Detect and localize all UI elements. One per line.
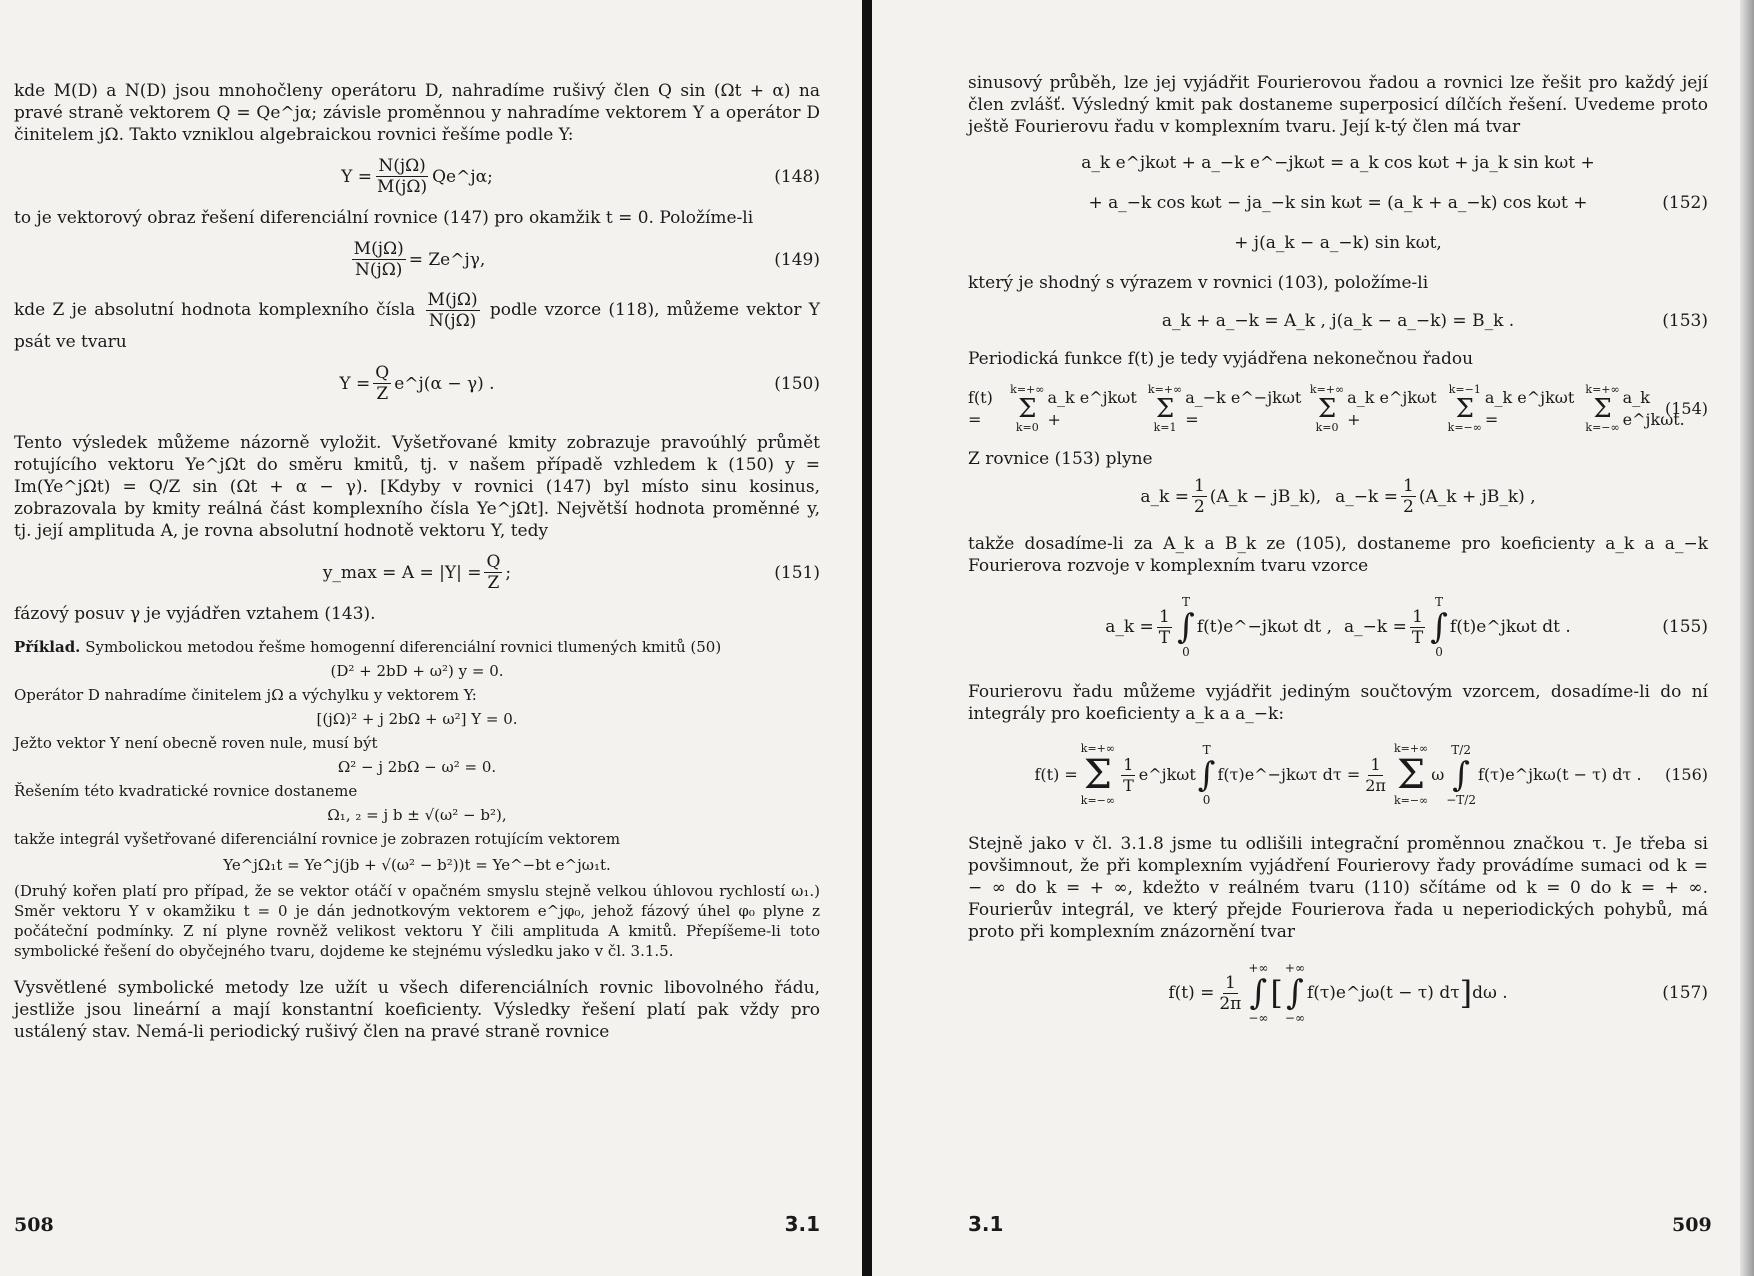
denominator: 2π: [1365, 775, 1386, 795]
sum-term: a_−k e^−jkωt =: [1185, 388, 1302, 429]
paragraph: Z rovnice (153) plyne: [968, 449, 1153, 469]
sum-upper: k=+∞: [1585, 383, 1620, 396]
example-paragraph: (Druhý kořen platí pro případ, že se vektor otáčí v opačném smyslu stejně velkou úhlovou rychlostí ω₁.) Směr vektoru Y v okamžiku t = 0 je dán jednotkovým vektorem e^jφ₀, jehož fázový úhel φ₀ plyne z počáteční podmínky. Z ní plyne rovněž velikost vektoru Y čili amplituda A kmitů. Přepíšeme-li toto symbolické řešení do obyčejného tvaru, dojdeme ke stejnému výsledku jako v čl. 3.1.5.: [14, 882, 820, 960]
text-run: podle vzorce (118), můžeme vektor Y psát ve tvaru: [14, 300, 820, 352]
eq-rhs: e^j(α − γ) .: [394, 373, 495, 394]
denominator: 2: [1193, 497, 1205, 517]
equation-number: (148): [774, 166, 820, 187]
page-number: 508: [14, 1214, 54, 1236]
eq-rhs: = Ze^jγ,: [408, 249, 486, 270]
sum-upper: k=+∞: [1393, 742, 1429, 755]
numerator: M(jΩ): [427, 290, 478, 310]
integral-operator: T ∫ 0: [1430, 595, 1448, 659]
sum-upper: k=+∞: [1080, 742, 1116, 755]
sum-lower: k=0: [1315, 421, 1339, 434]
integral-upper: T: [1202, 743, 1211, 757]
sum-operator: k=+∞ Σ k=0: [1010, 383, 1045, 434]
numerator: M(jΩ): [353, 239, 404, 259]
example-paragraph: Ježto vektor Y není obecně roven nule, musí být: [14, 734, 378, 752]
fraction: [352, 239, 406, 280]
paragraph: Vysvětlené symbolické metody lze užít u všech diferenciálních rovnic libovolného řádu, jestliže jsou lineární a mají konstantní koeficienty. Výsledky řešení platí pak vždy pro ustálený stav. Nemá-li periodický rušivý člen na pravé straně rovnice: [14, 978, 820, 1042]
equation-number: (150): [774, 373, 820, 394]
equation-number: (156): [1664, 765, 1708, 784]
page-right-content: [968, 72, 1708, 1025]
sum-lower: k=0: [1015, 421, 1039, 434]
paragraph: který je shodný s výrazem v rovnici (103), položíme-li: [968, 273, 1429, 293]
example-equation: (D² + 2bD + ω²) y = 0.: [330, 662, 504, 680]
example-label: Příklad.: [14, 638, 81, 656]
fraction: [375, 156, 429, 197]
denominator: 2π: [1219, 993, 1242, 1014]
example-paragraph: Řešením této kvadratické rovnice dostaneme: [14, 782, 358, 800]
equation-151: [14, 552, 820, 593]
numerator: 1: [1370, 754, 1381, 774]
equation-156: [968, 743, 1708, 807]
integrand: f(τ)e^jkω(t − τ) dτ .: [1478, 765, 1642, 784]
integral-lower: −∞: [1284, 1011, 1305, 1025]
numerator: 1: [1403, 476, 1414, 496]
integral-operator: T ∫ 0: [1197, 743, 1216, 807]
integral-operator: T ∫ 0: [1177, 595, 1195, 659]
fraction: [1401, 476, 1416, 517]
eq-lhs: y_max = A = |Y| =: [322, 562, 482, 583]
bracket-open: [: [1270, 974, 1283, 1012]
integrand: f(τ)e^−jkωτ dτ =: [1217, 765, 1361, 784]
equation-line: + a_−k cos kωt − ja_−k sin kωt = (a_k + a_−k) cos kωt +: [1088, 193, 1588, 213]
fraction: [426, 290, 480, 331]
paragraph: sinusový průběh, lze jej vyjádřit Fourierovou řadou a rovnici lze řešit pro každý její člen zvlášť. Výsledný kmit pak dostaneme superposicí dílčích řešení. Uvedeme proto ještě Fourierovu řadu v komplexním tvaru. Její k-tý člen má tvar: [968, 73, 1708, 137]
example-equation: Ω₁, ₂ = j b ± √(ω² − b²),: [327, 806, 507, 824]
denominator: 2: [1403, 497, 1414, 517]
book-gutter: [862, 0, 872, 1276]
example-paragraph: [14, 637, 820, 657]
example-equation: Ω² − j 2bΩ − ω² = 0.: [337, 758, 497, 776]
fraction: [484, 552, 502, 593]
numerator: 1: [1224, 972, 1236, 993]
equation-150: [14, 363, 820, 404]
equation-line: + j(a_k − a_−k) sin kωt,: [1234, 233, 1442, 253]
eq-body: a_k + a_−k = A_k , j(a_k − a_−k) = B_k .: [1161, 311, 1515, 331]
fraction: [1363, 755, 1388, 796]
numerator: Q: [486, 552, 501, 572]
eq-lhs: Y =: [339, 373, 371, 394]
denominator: T: [1123, 775, 1134, 795]
equation-number: (154): [1664, 399, 1708, 418]
equation-152: [968, 152, 1708, 254]
equation-148: [14, 156, 820, 197]
equation-number: (157): [1662, 983, 1708, 1003]
equation-number: (149): [774, 249, 820, 270]
integral-upper: +∞: [1248, 961, 1269, 975]
paragraph: fázový posuv γ je vyjádřen vztahem (143).: [14, 604, 376, 624]
equation-line: a_k e^jkωt + a_−k e^−jkωt = a_k cos kωt + ja_k sin kωt +: [1081, 153, 1595, 173]
fraction: [1192, 476, 1207, 517]
equation-149: [14, 239, 820, 280]
numerator: 1: [1159, 606, 1170, 627]
text-run: kde Z je absolutní hodnota komplexního čísla: [14, 300, 416, 320]
paragraph: kde M(D) a N(D) jsou mnohočleny operátoru D, nahradíme rušivý člen Q sin (Ωt + α) na pravé straně vektorem Q = Qe^jα; závisle proměnnou y nahradíme vektorem Y a operátor D činitelem jΩ. Takto vzniklou algebraickou rovnici řešíme podle Y:: [14, 81, 820, 145]
page-right: [872, 0, 1754, 1276]
equation-ak: [968, 476, 1708, 517]
eq-lhs: a_k =: [1105, 617, 1154, 637]
integral-lower: 0: [1435, 645, 1443, 659]
equation-153: [968, 310, 1708, 332]
sum-operator: k=+∞ Σ k=0: [1309, 383, 1345, 434]
page-edge: [1740, 0, 1754, 1276]
integrand: f(τ)e^jω(t − τ) dτ: [1306, 983, 1460, 1003]
fraction: [373, 363, 391, 404]
equation-number: (151): [774, 562, 820, 583]
eq-rhs: (A_k + jB_k) ,: [1418, 486, 1536, 507]
section-number: 3.1: [968, 1212, 1004, 1236]
example-paragraph: takže integrál vyšetřované diferenciální rovnice je zobrazen rotujícím vektorem: [14, 830, 621, 848]
equation-155: [968, 595, 1708, 659]
sum-upper: k=+∞: [1010, 383, 1045, 396]
sum-lower: k=−∞: [1585, 421, 1620, 434]
integral-upper: T: [1181, 595, 1190, 609]
sum-lower: k=−∞: [1447, 421, 1482, 434]
example-paragraph: Operátor D nahradíme činitelem jΩ a výchylku y vektorem Y:: [14, 686, 477, 704]
integral-upper: +∞: [1284, 961, 1305, 975]
denominator: N(jΩ): [428, 311, 477, 331]
paragraph: Periodická funkce f(t) je tedy vyjádřena nekonečnou řadou: [968, 349, 1474, 369]
eq-lhs: f(t) =: [968, 388, 993, 429]
example-equation: Ye^jΩ₁t = Ye^j(jb + √(ω² − b²))t = Ye^−bt e^jω₁t.: [223, 856, 611, 874]
sum-lower: k=1: [1153, 421, 1177, 434]
equation-157: [968, 961, 1708, 1025]
sum-operator: k=+∞ Σ k=−∞: [1393, 742, 1429, 807]
fraction: [1217, 973, 1243, 1014]
denominator: M(jΩ): [377, 177, 428, 197]
eq-lhs: a_−k =: [1344, 617, 1407, 637]
paragraph: [14, 290, 820, 353]
numerator: 1: [1412, 606, 1423, 627]
eq-rhs: (A_k − jB_k),: [1209, 486, 1322, 507]
integral-operator: +∞ ∫ −∞: [1284, 961, 1305, 1025]
exponential: e^jkωt: [1138, 765, 1196, 784]
denominator: Z: [487, 573, 500, 593]
section-number: 3.1: [784, 1212, 820, 1236]
fraction: [1157, 607, 1172, 648]
omega: ω: [1431, 765, 1445, 784]
equation-number: (152): [1662, 193, 1708, 213]
sum-operator: k=−1 Σ k=−∞: [1447, 383, 1482, 434]
integral-lower: −∞: [1248, 1011, 1269, 1025]
paragraph: takže dosadíme-li za A_k a B_k ze (105), dostaneme pro koeficienty a_k a a_−k Fourierova rozvoje v komplexním tvaru vzorce: [968, 534, 1708, 576]
page-left: [0, 0, 872, 1276]
eq-lhs: a_k =: [1140, 486, 1189, 507]
integral-operator: +∞ ∫ −∞: [1248, 961, 1269, 1025]
eq-tail: dω .: [1472, 983, 1508, 1003]
sum-term: a_k e^jkωt =: [1484, 388, 1575, 429]
eq-lhs: f(t) =: [1034, 765, 1078, 784]
bracket-close: ]: [1459, 974, 1473, 1012]
paragraph: Fourierovu řadu můžeme vyjádřit jediným součtovým vzorcem, dosadíme-li do ní integrály pro koeficienty a_k a a_−k:: [968, 682, 1708, 724]
eq-lhs: a_−k =: [1335, 486, 1399, 507]
numerator: 1: [1123, 754, 1134, 774]
numerator: 1: [1193, 476, 1205, 496]
paragraph: to je vektorový obraz řešení diferenciální rovnice (147) pro okamžik t = 0. Položíme-li: [14, 208, 754, 228]
equation-number: (153): [1662, 311, 1708, 331]
integrand: f(t)e^−jkωt dt ,: [1196, 617, 1332, 637]
sum-lower: k=−∞: [1393, 794, 1429, 807]
eq-rhs: Qe^jα;: [432, 166, 493, 187]
sum-upper: k=+∞: [1309, 383, 1345, 396]
numerator: Q: [375, 363, 390, 383]
sum-term: a_k e^jkωt +: [1047, 388, 1137, 429]
sum-lower: k=−∞: [1080, 794, 1116, 807]
sum-term: a_k e^jkωt +: [1347, 388, 1437, 429]
eq-lhs: f(t) =: [1168, 983, 1215, 1003]
integral-lower: −T/2: [1446, 793, 1476, 807]
sum-upper: k=−1: [1448, 383, 1481, 396]
denominator: N(jΩ): [354, 260, 403, 280]
integral-upper: T/2: [1451, 743, 1471, 757]
example-equation: [(jΩ)² + j 2bΩ + ω²] Y = 0.: [316, 710, 518, 728]
numerator: N(jΩ): [378, 156, 426, 176]
page-number: 509: [1672, 1214, 1712, 1236]
eq-rhs: ;: [505, 562, 512, 583]
text-run: Symbolickou metodou řešme homogenní diferenciální rovnici tlumených kmitů (50): [85, 638, 722, 656]
fraction: [1410, 607, 1425, 648]
sum-upper: k=+∞: [1147, 383, 1183, 396]
integral-upper: T: [1435, 595, 1444, 609]
integral-lower: 0: [1182, 645, 1190, 659]
equation-154: [968, 384, 1708, 434]
equation-number: (155): [1662, 617, 1708, 637]
paragraph: Stejně jako v čl. 3.1.8 jsme tu odlišili integrační proměnnou značkou τ. Je třeba si povšimnout, že při komplexním vyjádření Fourierovy řady provádíme sumaci od k = − ∞ do k = + ∞, kdežto v reálném tvaru (110) sčítáme od k = 0 do k = + ∞. Fourierův integrál, ve který přejde Fourierova řada u neperiodických pohybů, má proto při komplexním znázornění tvar: [968, 834, 1708, 942]
sum-term: a_k e^jkωt.: [1622, 388, 1685, 429]
sum-operator: k=+∞ Σ k=−∞: [1080, 742, 1116, 807]
sum-operator: k=+∞ Σ k=1: [1147, 383, 1183, 434]
fraction: [1121, 755, 1136, 796]
paragraph: Tento výsledek můžeme názorně vyložit. Vyšetřované kmity zobrazuje pravoúhlý průmět rotujícího vektoru Ye^jΩt do směru kmitů, tj. v našem případě vzhledem k (150) y = Im(Ye^jΩt) = Q/Z sin (Ωt + α − γ). [Kdyby v rovnici (147) byl místo sinu kosinus, zobrazovala by kmity reálná část komplexního čísla Ye^jΩt]. Největší hodnota proměnné y, tj. její amplituda A, je rovna absolutní hodnotě vektoru Y, tedy: [14, 433, 820, 541]
denominator: T: [1158, 627, 1171, 648]
denominator: T: [1411, 627, 1424, 648]
denominator: Z: [376, 384, 389, 404]
integral-operator: T/2 ∫ −T/2: [1446, 743, 1476, 807]
integrand: f(t)e^jkωt dt .: [1449, 617, 1571, 637]
eq-lhs: Y =: [341, 166, 373, 187]
sum-operator: k=+∞ Σ k=−∞: [1585, 383, 1620, 434]
integral-lower: 0: [1202, 793, 1211, 807]
